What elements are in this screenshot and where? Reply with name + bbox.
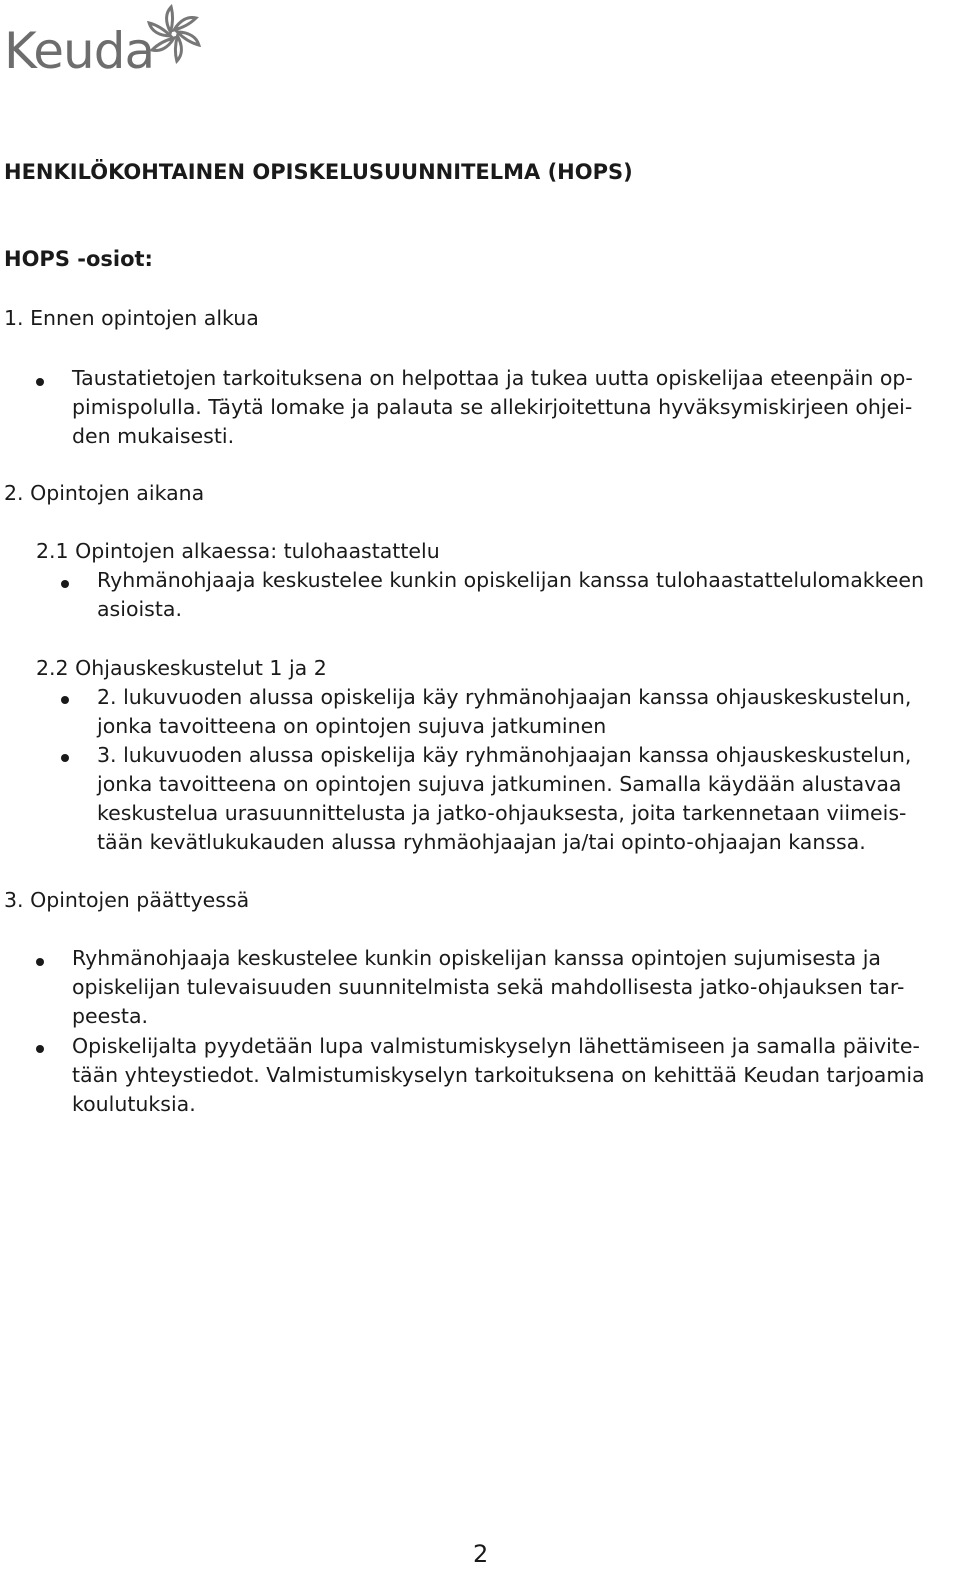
section-2-heading: 2. Opintojen aikana	[4, 481, 205, 505]
bullet-icon	[61, 696, 69, 704]
logo-wordmark: Keuda	[4, 22, 155, 80]
bullet-icon	[36, 378, 44, 386]
page-number: 2	[473, 1540, 489, 1568]
section-3-bullet-1: Ryhmänohjaaja keskustelee kunkin opiskelijan kanssa opintojen sujumisesta ja opiskelijan tulevaisuuden suunnitelmista sekä mahdollisesta jatko-ohjauksen tar- peesta.	[72, 946, 905, 1028]
section-2-1-heading: 2.1 Opintojen alkaessa: tulohaastattelu	[36, 539, 440, 563]
section-3-heading: 3. Opintojen päättyessä	[4, 888, 250, 912]
section-2-2-bullet-2: 3. lukuvuoden alussa opiskelija käy ryhmänohjaajan kanssa ohjauskeskustelun, jonka tavoitteena on opintojen sujuva jatkuminen. Samalla käydään alustavaa keskustelua urasuunnittelusta ja jatko-ohjauksesta, joita tarkennetaan viimeis- tään kevätlukukauden alussa ryhmäohjaajan ja/tai opinto-ohjaajan kanssa.	[97, 743, 912, 854]
section-3-bullet-2: Opiskelijalta pyydetään lupa valmistumiskyselyn lähettämiseen ja samalla päivite- tään yhteystiedot. Valmistumiskyselyn tarkoituksena on kehittää Keudan tarjoamia koulutuksia.	[72, 1034, 925, 1116]
section-1-heading: 1. Ennen opintojen alkua	[4, 306, 259, 330]
section-2-1-bullet-1: Ryhmänohjaaja keskustelee kunkin opiskelijan kanssa tulohaastattelulomakkeen asioista.	[97, 568, 925, 621]
bullet-icon	[36, 1045, 44, 1053]
section-1-bullet-1: Taustatietojen tarkoituksena on helpottaa ja tukea uutta opiskelijaa eteenpäin op- pimispolulla. Täytä lomake ja palauta se allekirjoitettuna hyväksymiskirjeen ohjei- den mukaisesti.	[72, 366, 913, 448]
keuda-logo	[2, 0, 212, 82]
bullet-icon	[61, 754, 69, 762]
section-2-2-heading: 2.2 Ohjauskeskustelut 1 ja 2	[36, 656, 327, 680]
bullet-icon	[61, 580, 69, 588]
pinwheel-logo-icon	[142, 2, 206, 66]
document-title: HENKILÖKOHTAINEN OPISKELUSUUNNITELMA (HOPS)	[4, 160, 633, 184]
sections-heading: HOPS -osiot:	[4, 247, 153, 271]
section-2-2-bullet-1: 2. lukuvuoden alussa opiskelija käy ryhmänohjaajan kanssa ohjauskeskustelun, jonka tavoitteena on opintojen sujuva jatkuminen	[97, 685, 912, 738]
bullet-icon	[36, 958, 44, 966]
